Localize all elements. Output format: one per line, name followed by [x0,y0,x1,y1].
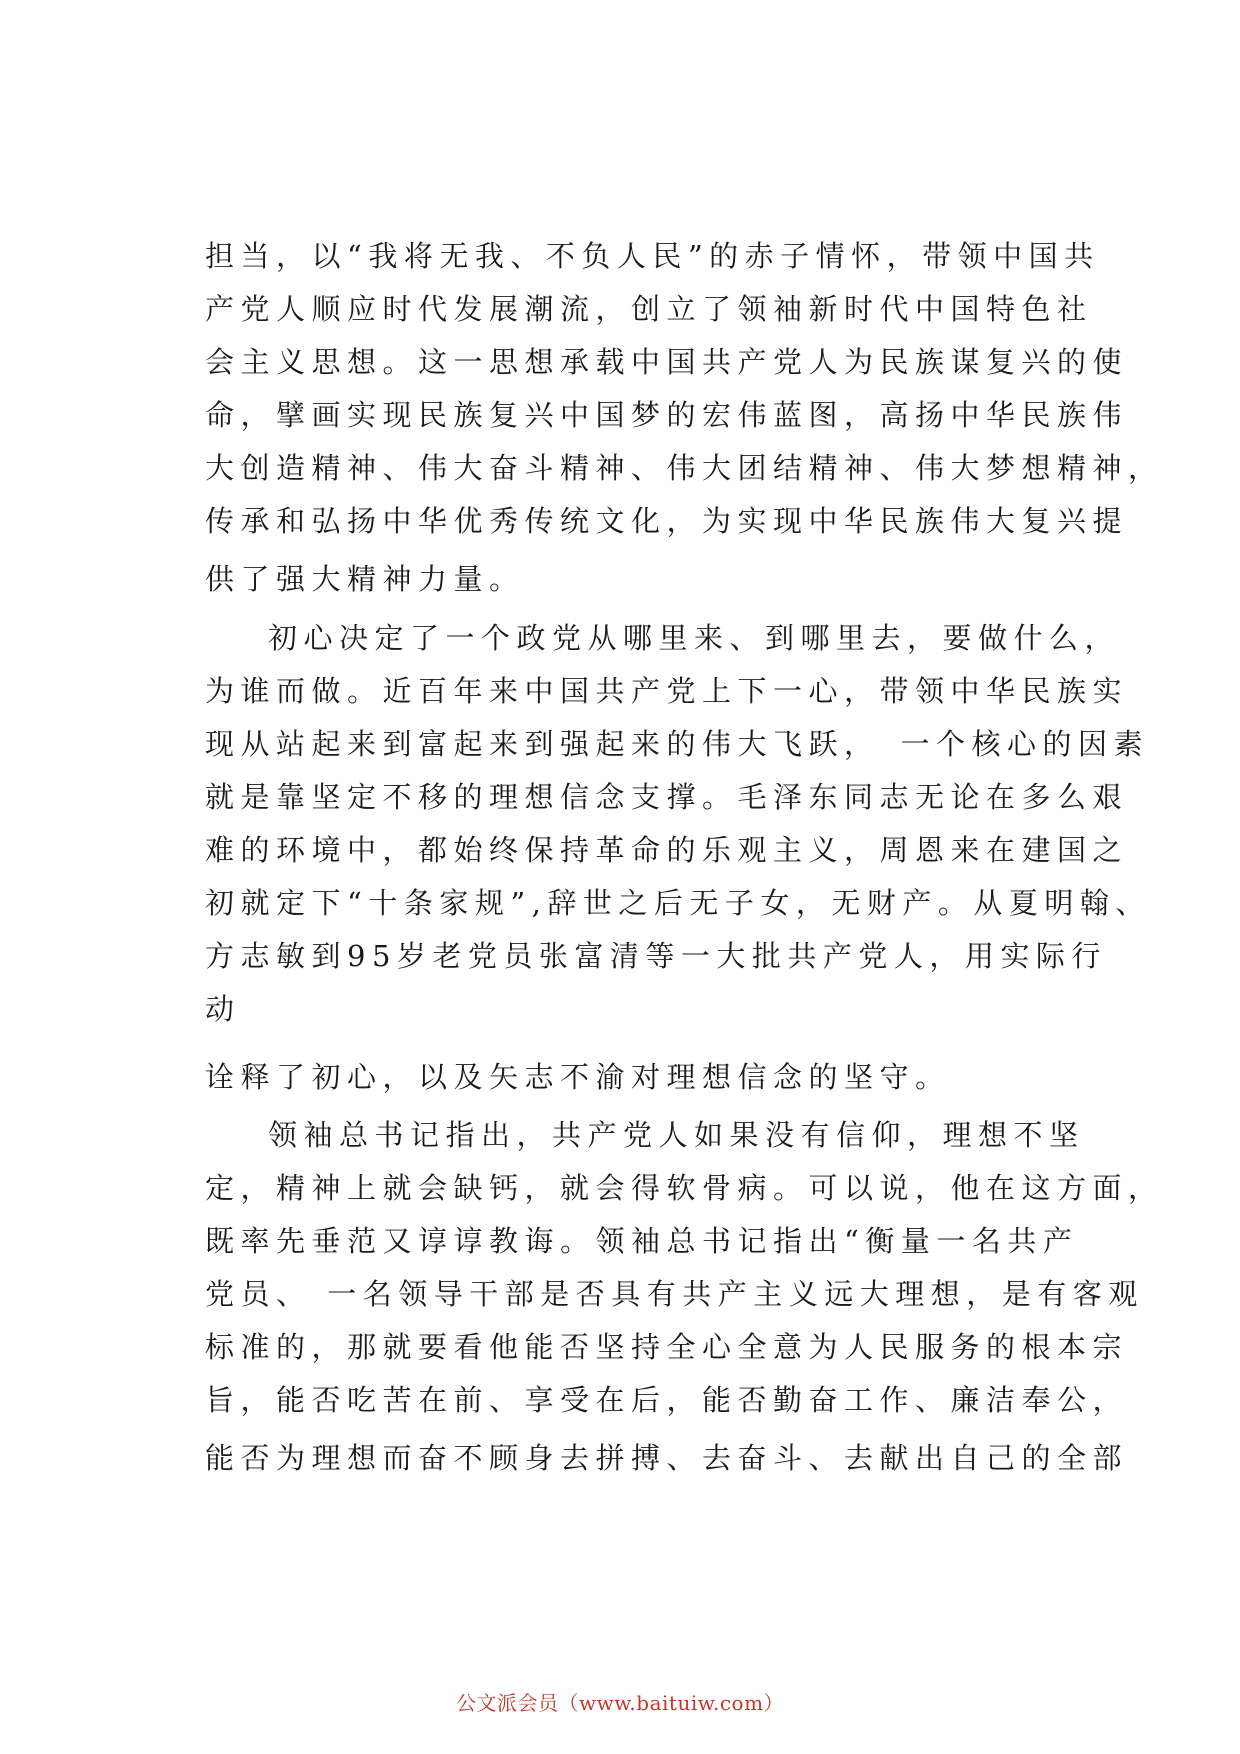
body-line: 既率先垂范又谆谆教诲。领袖总书记指出“衡量一名共产 [205,1224,1079,1258]
body-line: 能否为理想而奋不顾身去拼搏、去奋斗、去献出自己的全部 [205,1441,1129,1475]
body-line: 产党人顺应时代发展潮流，创立了领袖新时代中国特色社 [205,292,1093,326]
body-line: 供了强大精神力量。 [205,562,525,596]
body-line: 初就定下“十条家规”,辞世之后无子女，无财产。从夏明翰、 [205,886,1151,920]
body-line: 旨，能否吃苦在前、享受在后，能否勤奋工作、廉洁奉公， [205,1383,1129,1417]
body-line: 标准的，那就要看他能否坚持全心全意为人民服务的根本宗 [205,1330,1129,1364]
body-line: 命，擘画实现民族复兴中国梦的宏伟蓝图，高扬中华民族伟 [205,398,1129,432]
body-line: 党员、 一名领导干部是否具有共产主义远大理想，是有客观 [205,1277,1144,1311]
paragraph-first-line: 初心决定了一个政党从哪里来、到哪里去，要做什么， [268,621,1121,655]
body-line: 传承和弘扬中华优秀传统文化，为实现中华民族伟大复兴提 [205,504,1129,538]
footer-watermark-text: 公文派会员（www.baituiw.com） [455,1691,785,1715]
body-line: 担当，以“我将无我、不负人民”的赤子情怀，带领中国共 [205,239,1100,273]
body-line: 难的环境中，都始终保持革命的乐观主义，周恩来在建国之 [205,833,1129,867]
body-line: 诠释了初心，以及矢志不渝对理想信念的坚守。 [205,1060,951,1094]
body-line: 为谁而做。近百年来中国共产党上下一心，带领中华民族实 [205,674,1129,708]
body-line: 定，精神上就会缺钙，就会得软骨病。可以说，他在这方面， [205,1171,1164,1205]
body-line: 方志敏到95岁老党员张富清等一大批共产党人，用实际行 [205,939,1107,973]
body-line: 就是靠坚定不移的理想信念支撑。毛泽东同志无论在多么艰 [205,780,1129,814]
body-line: 会主义思想。这一思想承载中国共产党人为民族谋复兴的使 [205,345,1129,379]
body-line: 大创造精神、伟大奋斗精神、伟大团结精神、伟大梦想精神， [205,451,1164,485]
body-line: 动 [205,992,241,1026]
paragraph-first-line: 领袖总书记指出，共产党人如果没有信仰，理想不坚 [268,1118,1085,1152]
body-line: 现从站起来到富起来到强起来的伟大飞跃， 一个核心的因素 [205,727,1150,761]
